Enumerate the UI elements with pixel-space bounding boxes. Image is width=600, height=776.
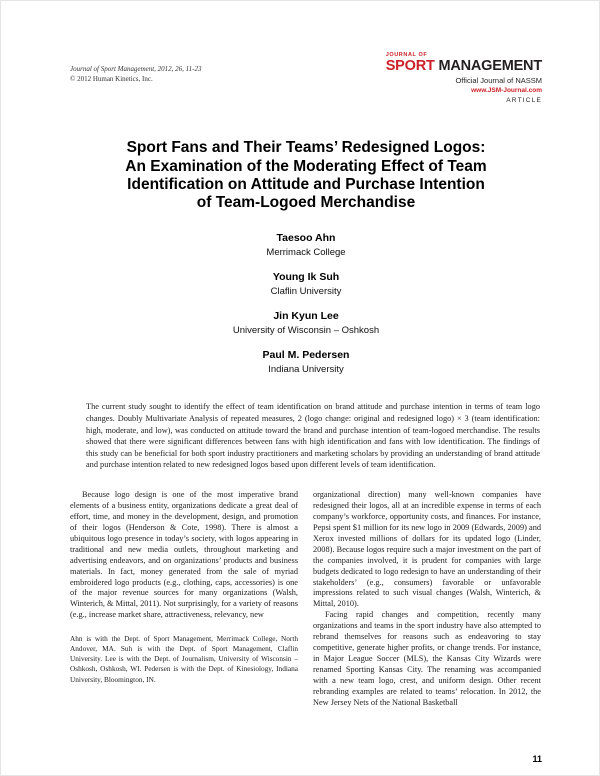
left-column xyxy=(70,490,298,709)
body-paragraph: Facing rapid changes and competition, recently many organizations and teams in the sport industry have also attempted to rebrand themselves for reasons such as endeavoring to stay competitive, generate higher profits, or change trends. For instance, in Major League Soccer (MLS), the Kansas City Wizards were renamed Sporting Kansas City. The renaming was accompanied with a new team logo, crest, and uniform design. Other recent rebranding examples are related to teams’ relocation. In 2012, the New Jersey Nets of the National Basketball xyxy=(313,610,541,707)
abstract-paragraph: The current study sought to identify the effect of team identification on brand attitude and purchase intention in terms of team logo changes. Doubly Multivariate Analysis of repeated measures, 2 (logo change: original and redesigned logo) × 3 (team identification: high, moderate, and low), was conducted on attitude toward the brand and purchase intention of team-logoed merchandise. The results showed that there were significant differences between fans with high identification and fans with low identification. The findings of this study can be beneficial for both sport industry practitioners and marketing scholars by providing an understanding of brand attitude and purchase intention related to new redesigned logos based upon different levels of team identification. xyxy=(86,402,540,470)
author-note: Ahn is with the Dept. of Sport Management, Merrimack College, North Andover, MA. Suh is with the Dept. of Sport Management, Claflin University. Lee is with the Dept. of Journalism, University of Wisconsin – Oshkosh, Oshkosh, WI. Pedersen is with the Dept. of Kinesiology, Indiana University, Bloomington, IN. xyxy=(70,634,298,684)
right-column xyxy=(313,490,541,709)
body-paragraph: Because logo design is one of the most imperative brand elements of a business entity, organizations dedicate a great deal of effort, time, and money in the development, design, and promotion of their logos (Henderson & Cote, 1998). There is almost a ubiquitous logo presence in today’s society, with logos appearing in traditional and new media outlets, throughout marketing and advertising endeavors, and on organizations’ products and business materials. In fact, money generated from the sale of myriad embroidered logo products (e.g., clothing, caps, accessories) is one of the major revenue sources for many organizations (Walsh, Winterich, & Mittal, 2011). Not surprisingly, for a variety of reasons (e.g., increase market share, attractiveness, relevancy, new xyxy=(70,490,298,620)
journal-url-link[interactable]: www.JSM-Journal.com xyxy=(471,87,542,95)
copyright-line: © 2012 Human Kinetics, Inc. xyxy=(70,75,153,84)
paper-title-line: Identification on Attitude and Purchase Intention xyxy=(127,175,485,193)
author-name: Jin Kyun Lee xyxy=(273,310,339,323)
logo-wordmark xyxy=(386,59,542,74)
paper-title-line: Sport Fans and Their Teams’ Redesigned Logos: xyxy=(126,139,486,157)
journal-citation xyxy=(70,52,202,84)
page-header xyxy=(70,52,542,107)
body-columns xyxy=(70,490,542,709)
paper-title xyxy=(76,139,536,212)
author-affiliation: Indiana University xyxy=(268,364,344,376)
body-paragraph: organizational direction) many well-known companies have redesigned their logos, all at an incredible expense in terms of each company’s workforce, opportunity costs, and finances. For instance, Pepsi spent $1 million for its new logo in 2009 (Edwards, 2009) and Xerox invested millions of dollars for its updated logo (Linder, 2008). Because logos require such a major investment on the part of the companies involved, it is prudent for companies with large budgets dedicated to logo redesign to have an understanding of their stakeholders’ (e.g., consumers) favorable or unfavorable impressions related to such visual changes (Walsh, Winterich, & Mittal, 2010). xyxy=(313,490,541,609)
author-list xyxy=(70,232,542,375)
logo-wordmark-management: MANAGEMENT xyxy=(434,58,542,74)
citation-line: Journal of Sport Management, 2012, 26, 11-23 xyxy=(70,65,202,73)
article-type-label: ARTICLE xyxy=(506,97,542,105)
author-block xyxy=(70,232,542,258)
journal-logo-block xyxy=(386,52,542,104)
paper-title-line: of Team-Logoed Merchandise xyxy=(196,194,416,212)
author-block xyxy=(70,271,542,297)
author-block xyxy=(70,310,542,336)
page-number: 11 xyxy=(532,754,542,764)
author-name: Young Ik Suh xyxy=(272,271,340,284)
author-name: Taesoo Ahn xyxy=(276,232,336,245)
logo-wordmark-sport: SPORT xyxy=(385,58,435,74)
paper-title-line: An Examination of the Moderating Effect of Team xyxy=(125,157,487,175)
author-affiliation: Merrimack College xyxy=(266,247,346,259)
author-name: Paul M. Pedersen xyxy=(262,349,350,362)
logo-kicker-text: JOURNAL OF xyxy=(385,52,428,58)
journal-logo xyxy=(386,52,542,107)
author-affiliation: Claflin University xyxy=(270,286,342,298)
logo-tagline: Official Journal of NASSM xyxy=(455,76,542,86)
author-block xyxy=(70,349,542,375)
author-affiliation: University of Wisconsin – Oshkosh xyxy=(232,325,380,337)
